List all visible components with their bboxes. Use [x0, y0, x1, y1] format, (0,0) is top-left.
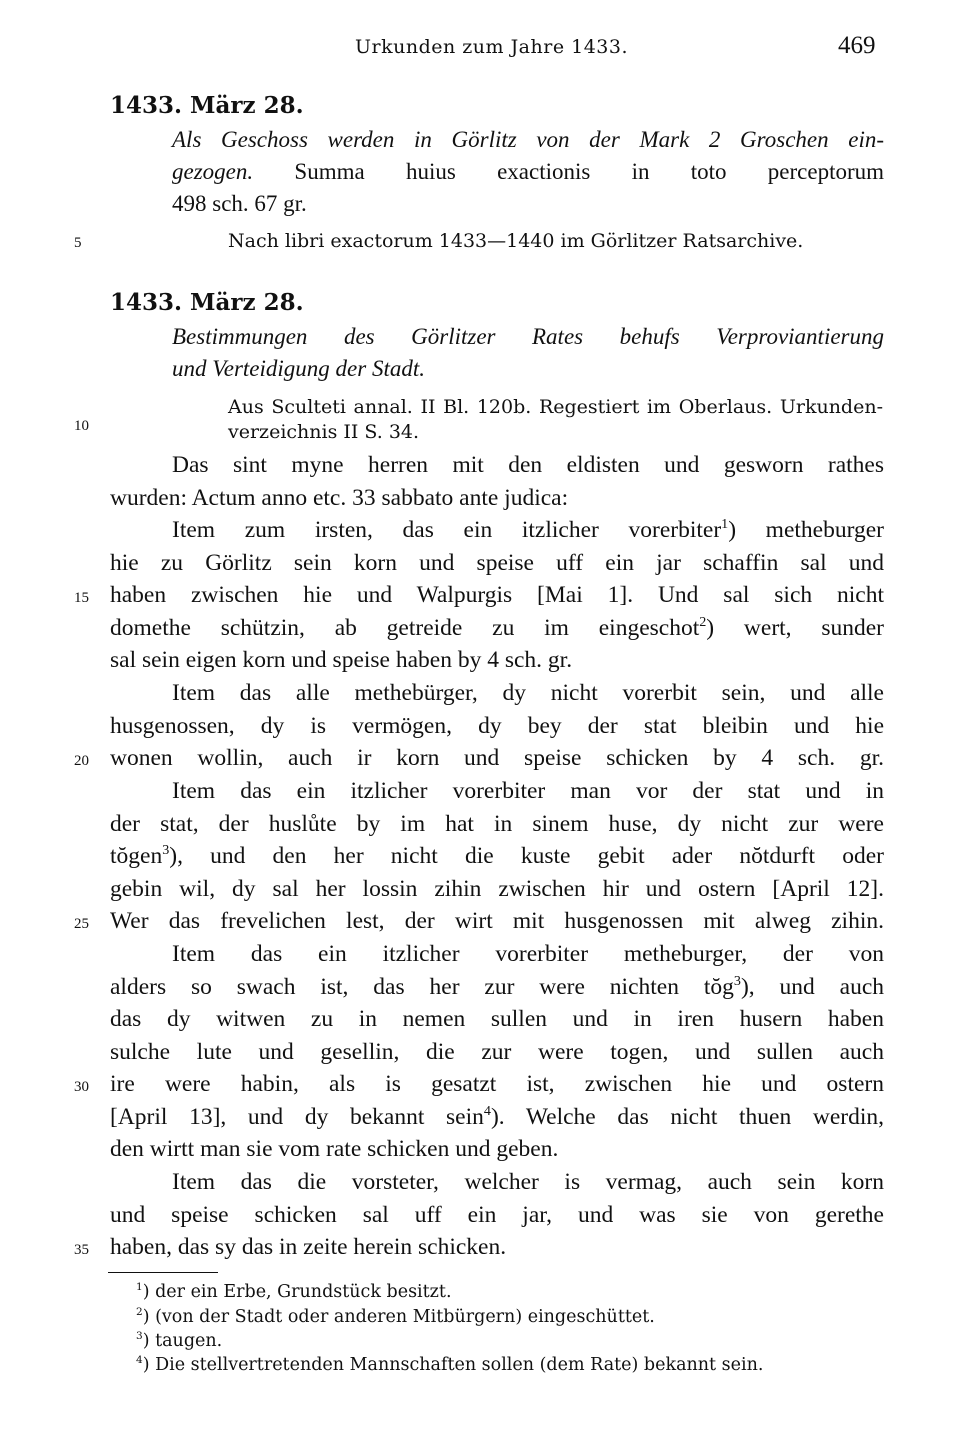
text-line: Item zum irsten, das ein itzlicher vorerbiter$^1$) metheburger [172, 516, 885, 543]
source-note: verzeichnis II S. 34. [228, 421, 420, 443]
text-line: haben, das sy das in zeite herein schicken. [110, 1234, 507, 1260]
text-line: Item das alle methebürger, dy nicht vorerbit sein, und alle [172, 680, 884, 706]
entry-regest-line: Bestimmungen des Görlitzer Rates behufs Verproviantierung [172, 324, 884, 349]
entry-date: 1433. März 28. [110, 289, 304, 316]
footnote-ref: 4 [483, 1103, 491, 1120]
entry-regest-line: Als Geschoss werden in Görlitz von der Mark 2 Groschen ein- [172, 127, 884, 152]
text-line: Item das ein itzlicher vorerbiter metheburger, der von [172, 941, 884, 967]
entry-regest-line: und Verteidigung der Stadt. [172, 356, 425, 381]
footnote: $^1$) der ein Erbe, Grundstück besitzt. [136, 1281, 452, 1302]
text-line: [April 13], und dy bekannt sein$^4$). Welche das nicht thuen werdin, [110, 1103, 884, 1130]
footnote-separator [108, 1272, 218, 1273]
text-line: und speise schicken sal uff ein jar, und was sie von gerethe [110, 1202, 884, 1228]
line-number: 10 [74, 418, 89, 434]
footnote: $^2$) (von der Stadt oder anderen Mitbürgern) eingeschüttet. [136, 1306, 655, 1327]
footnote: $^4$) Die stellvertretenden Mannschaften sollen (dem Rate) bekannt sein. [136, 1354, 764, 1375]
source-note: Aus Sculteti annal. II Bl. 120b. Regestiert im Oberlaus. Urkunden- [228, 396, 883, 418]
line-number: 35 [74, 1242, 89, 1258]
text-line: der stat, der huslůte by im hat in sinem huse, dy nicht zur were [110, 811, 884, 837]
footnote-ref: 1 [721, 516, 729, 533]
text-line: wonen wollin, auch ir korn und speise schicken by 4 sch. gr. [110, 745, 884, 771]
text-line: hie zu Görlitz sein korn und speise uff ein jar schaffin sal und [110, 550, 884, 576]
text-line: Wer das frevelichen lest, der wirt mit husgenossen mit alweg zihin. [110, 908, 884, 934]
text-line: gebin wil, dy sal her lossin zihin zwischen hir und ostern [April 12]. [110, 876, 884, 902]
text-line: husgenossen, dy is vermögen, dy bey der stat bleibin und hie [110, 713, 884, 739]
text-line: sulche lute und gesellin, die zur were togen, und sullen auch [110, 1039, 884, 1065]
line-number: 30 [74, 1079, 89, 1095]
entry-regest-line [172, 159, 884, 185]
line-number: 5 [74, 235, 82, 251]
text-line: ire were habin, als is gesatzt ist, zwischen hie und ostern [110, 1071, 884, 1097]
running-title: Urkunden zum Jahre 1433. [355, 36, 629, 58]
line-number: 25 [74, 916, 89, 932]
text-line: den wirtt man sie vom rate schicken und geben. [110, 1136, 559, 1162]
footnote-ref: 3 [733, 973, 741, 990]
page-number: 469 [838, 32, 876, 59]
text-line: tŏgen$^3$), und den her nicht die kuste gebit ader nŏtdurft oder [110, 842, 884, 869]
regest-sum: 498 sch. 67 gr. [172, 191, 307, 216]
text-line: Item das ein itzlicher vorerbiter man vor der stat und in [172, 778, 884, 804]
line-number: 15 [74, 590, 89, 606]
text-line: domethe schützin, ab getreide zu im eingeschot$^2$) wert, sunder [110, 614, 885, 641]
line-number: 20 [74, 753, 89, 769]
source-note: Nach libri exactorum 1433—1440 im Görlitzer Ratsarchive. [228, 230, 804, 252]
text-line: haben zwischen hie und Walpurgis [Mai 1]. Und sal sich nicht [110, 582, 884, 608]
footnote: $^3$) taugen. [136, 1330, 223, 1351]
text-line: alders so swach ist, das her zur were nichten tŏg$^3$), und auch [110, 973, 884, 1000]
entry-date: 1433. März 28. [110, 92, 304, 119]
text-line: sal sein eigen korn und speise haben by 4 sch. gr. [110, 647, 573, 673]
text-line: das dy witwen zu in nemen sullen und in iren husern haben [110, 1006, 884, 1032]
regest-tail: Summa huius exactionis in toto perceptorum [294, 159, 885, 184]
footnote-ref: 2 [699, 614, 707, 631]
footnote-ref: 3 [162, 842, 170, 859]
regest-end: gezogen. [172, 159, 254, 184]
text-line: wurden: Actum anno etc. 33 sabbato ante judica: [110, 485, 569, 511]
text-line: Item das die vorsteter, welcher is vermag, auch sein korn [172, 1169, 884, 1195]
text-line: Das sint myne herren mit den eldisten und gesworn rathes [172, 452, 884, 478]
